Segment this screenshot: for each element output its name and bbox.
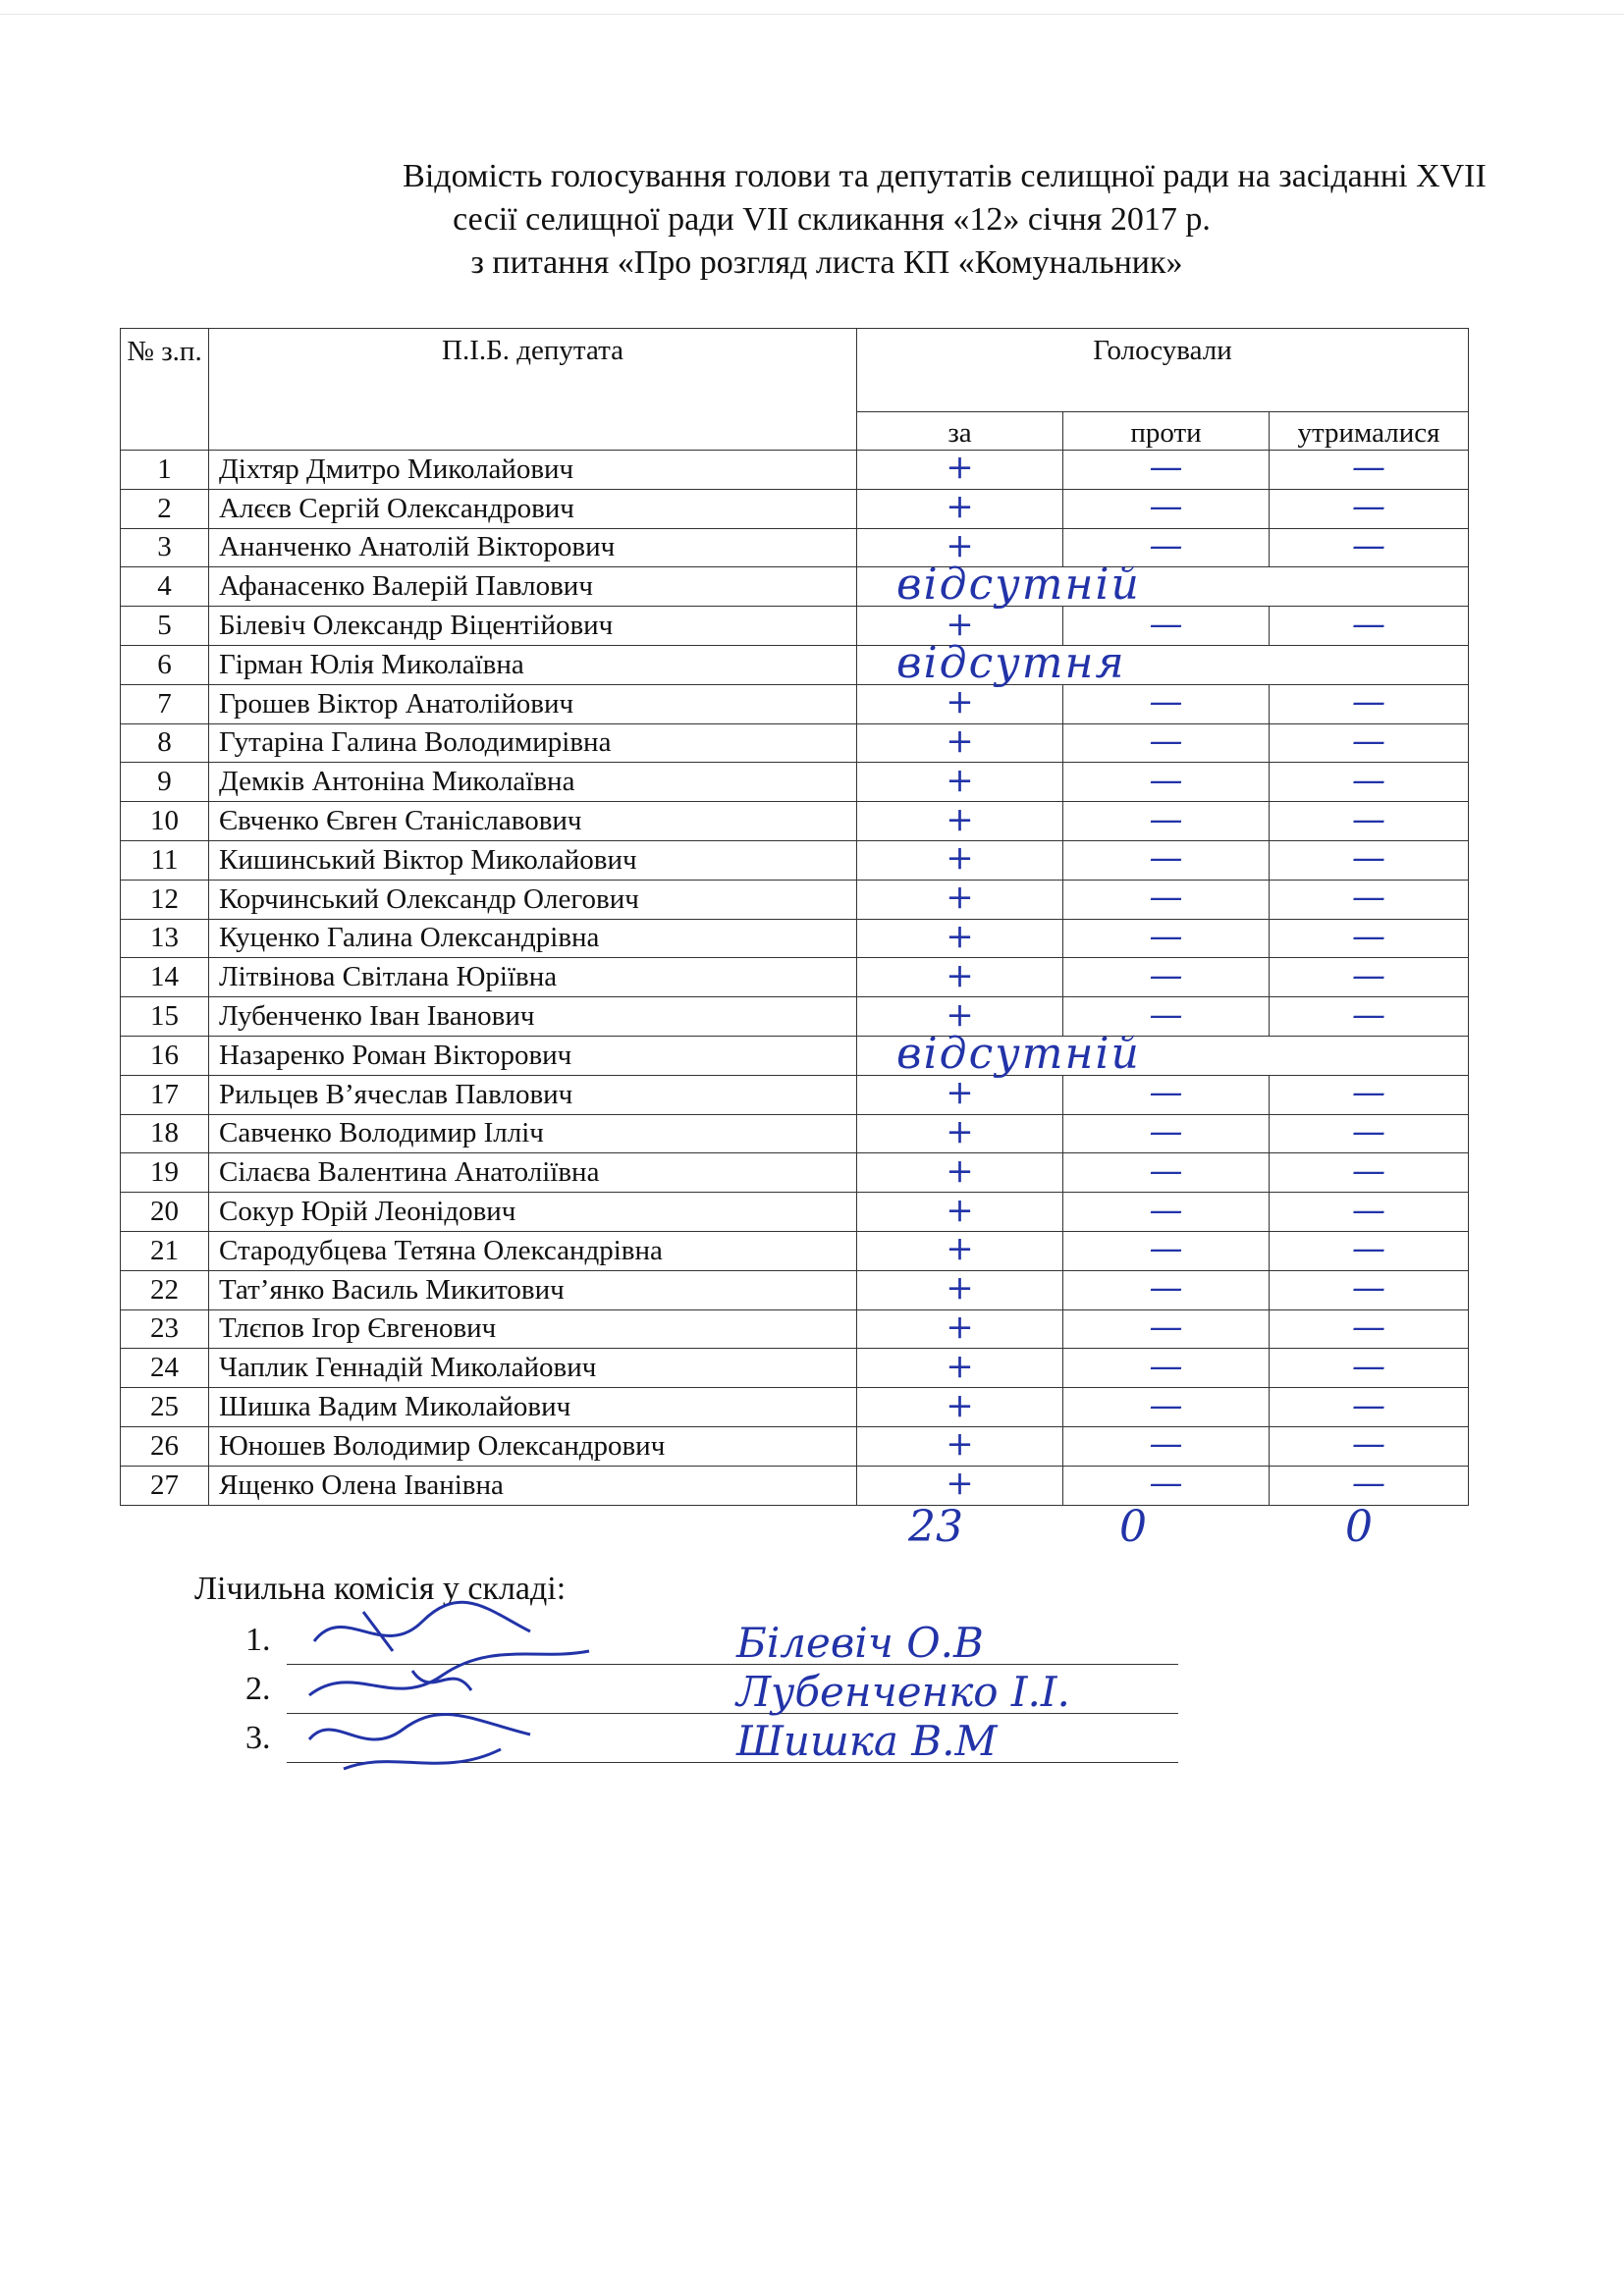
deputy-name: Шишка Вадим Миколайович <box>209 1388 857 1427</box>
row-number: 11 <box>121 840 209 880</box>
vote-for-cell <box>857 840 1063 880</box>
vote-abstained-cell <box>1270 1190 1469 1232</box>
vote-against-mark: — <box>1149 1073 1183 1113</box>
deputy-name: Сілаєва Валентина Анатоліївна <box>209 1153 857 1193</box>
vote-totals <box>0 1502 1624 1561</box>
table-row <box>121 489 1469 528</box>
deputy-name: Тлєпов Ігор Євгенович <box>209 1309 857 1349</box>
vote-abstained-cell <box>1270 448 1469 490</box>
vote-against-mark: — <box>1149 916 1183 956</box>
vote-for-cell <box>857 760 1063 802</box>
vote-for-cell <box>857 1346 1063 1388</box>
vote-against-mark: — <box>1149 1229 1183 1269</box>
vote-abstained-mark: — <box>1352 525 1385 565</box>
vote-abstained-cell <box>1270 916 1469 958</box>
row-number: 12 <box>121 880 209 919</box>
vote-for-mark: + <box>946 1073 974 1113</box>
vote-for-cell <box>857 1309 1063 1349</box>
absent-mark: відсутній <box>896 1028 1141 1079</box>
table-row <box>121 1349 1469 1388</box>
row-number: 20 <box>121 1193 209 1232</box>
member-name: Білевіч О.В <box>736 1619 984 1667</box>
member-number: 3. <box>245 1720 271 1756</box>
vote-against-mark: — <box>1149 487 1183 527</box>
vote-abstained-cell <box>1270 1385 1469 1427</box>
vote-abstained-mark: — <box>1352 916 1385 956</box>
vote-for-mark: + <box>946 487 974 527</box>
vote-against-mark: — <box>1149 1268 1183 1308</box>
vote-against-mark: — <box>1149 799 1183 839</box>
header-number: № з.п. <box>121 329 209 451</box>
vote-for-cell <box>857 489 1063 528</box>
absent-mark: відсутня <box>896 637 1126 688</box>
vote-against-cell <box>1063 1150 1270 1193</box>
vote-against-cell <box>1063 1231 1270 1270</box>
vote-abstained-cell <box>1270 1231 1469 1270</box>
vote-abstained-cell <box>1270 880 1469 919</box>
table-row <box>121 723 1469 763</box>
table-row <box>121 958 1469 997</box>
vote-for-cell <box>857 955 1063 997</box>
vote-for-mark: + <box>946 994 974 1035</box>
vote-for-mark: + <box>946 1150 974 1191</box>
vote-for-cell <box>857 1385 1063 1427</box>
row-number: 2 <box>121 489 209 528</box>
vote-for-cell <box>857 1466 1063 1505</box>
vote-abstained-mark: — <box>1352 487 1385 527</box>
vote-for-mark: + <box>946 1385 974 1425</box>
vote-against-mark: — <box>1149 721 1183 761</box>
vote-for-cell <box>857 684 1063 723</box>
vote-abstained-mark: — <box>1352 994 1385 1035</box>
header-for: за <box>857 412 1063 451</box>
row-number: 15 <box>121 997 209 1037</box>
vote-abstained-mark: — <box>1352 955 1385 995</box>
vote-abstained-mark: — <box>1352 1268 1385 1308</box>
table-row <box>121 1114 1469 1153</box>
vote-abstained-mark: — <box>1352 682 1385 722</box>
vote-abstained-mark: — <box>1352 1073 1385 1113</box>
member-name: Лубенченко І.І. <box>736 1668 1070 1716</box>
vote-for-mark: + <box>946 955 974 995</box>
table-row <box>121 607 1469 646</box>
vote-against-cell <box>1063 760 1270 802</box>
table-row <box>121 1270 1469 1309</box>
vote-abstained-cell <box>1270 1075 1469 1114</box>
vote-against-cell <box>1063 1466 1270 1505</box>
vote-abstained-mark: — <box>1352 721 1385 761</box>
deputy-name: Євченко Євген Станіславович <box>209 802 857 841</box>
vote-for-cell <box>857 723 1063 763</box>
vote-for-mark: + <box>946 878 974 918</box>
vote-for-mark: + <box>946 760 974 800</box>
header-voted: Голосували <box>857 329 1469 412</box>
table-row <box>121 880 1469 919</box>
vote-for-mark: + <box>946 1307 974 1347</box>
row-number: 7 <box>121 684 209 723</box>
row-number: 9 <box>121 763 209 802</box>
vote-abstained-mark: — <box>1352 878 1385 918</box>
row-number: 22 <box>121 1270 209 1309</box>
deputy-name: Ященко Олена Іванівна <box>209 1466 857 1505</box>
vote-against-cell <box>1063 880 1270 919</box>
table-row <box>121 528 1469 567</box>
absent-cell <box>857 1028 1469 1079</box>
member-name: Шишка В.М <box>736 1717 998 1765</box>
row-number: 5 <box>121 607 209 646</box>
table-row <box>121 1193 1469 1232</box>
vote-abstained-mark: — <box>1352 1346 1385 1386</box>
deputy-name: Літвінова Світлана Юріївна <box>209 958 857 997</box>
table-row <box>121 997 1469 1037</box>
total-against: 0 <box>1119 1502 1147 1552</box>
vote-for-mark: + <box>946 1229 974 1269</box>
vote-for-cell <box>857 1231 1063 1270</box>
vote-for-mark: + <box>946 1190 974 1230</box>
vote-abstained-mark: — <box>1352 1385 1385 1425</box>
deputy-name: Назаренко Роман Вікторович <box>209 1036 857 1075</box>
row-number: 21 <box>121 1231 209 1270</box>
vote-abstained-mark: — <box>1352 1190 1385 1230</box>
vote-against-cell <box>1063 448 1270 490</box>
row-number: 14 <box>121 958 209 997</box>
deputy-name: Алєєв Сергій Олександрович <box>209 489 857 528</box>
vote-against-mark: — <box>1149 1190 1183 1230</box>
deputy-name: Ананченко Анатолій Вікторович <box>209 528 857 567</box>
vote-against-mark: — <box>1149 1111 1183 1151</box>
vote-against-mark: — <box>1149 1464 1183 1504</box>
vote-against-mark: — <box>1149 682 1183 722</box>
handwritten-signature <box>304 1690 560 1789</box>
vote-abstained-cell <box>1270 840 1469 880</box>
vote-against-mark: — <box>1149 604 1183 644</box>
absent-mark: відсутній <box>896 560 1141 611</box>
deputy-name: Чаплик Геннадій Миколайович <box>209 1349 857 1388</box>
vote-against-mark: — <box>1149 994 1183 1035</box>
deputy-name: Юношев Володимир Олександрович <box>209 1426 857 1466</box>
deputy-name: Рильцев В’ячеслав Павлович <box>209 1075 857 1114</box>
vote-abstained-mark: — <box>1352 838 1385 879</box>
deputy-name: Діхтяр Дмитро Миколайович <box>209 451 857 490</box>
vote-abstained-cell <box>1270 604 1469 646</box>
vote-against-cell <box>1063 1426 1270 1466</box>
vote-for-mark: + <box>946 721 974 761</box>
vote-against-mark: — <box>1149 525 1183 565</box>
vote-for-mark: + <box>946 799 974 839</box>
vote-for-mark: + <box>946 1424 974 1465</box>
deputy-name: Грошев Віктор Анатолійович <box>209 684 857 723</box>
vote-against-mark: — <box>1149 955 1183 995</box>
vote-abstained-mark: — <box>1352 448 1385 488</box>
vote-abstained-cell <box>1270 1346 1469 1388</box>
vote-against-mark: — <box>1149 1307 1183 1347</box>
vote-against-cell <box>1063 1111 1270 1153</box>
vote-against-cell <box>1063 1075 1270 1114</box>
vote-against-cell <box>1063 916 1270 958</box>
deputy-name: Кишинський Віктор Миколайович <box>209 840 857 880</box>
deputy-name: Тат’янко Василь Микитович <box>209 1270 857 1309</box>
deputy-name: Стародубцева Тетяна Олександрівна <box>209 1231 857 1270</box>
voting-table <box>120 328 1469 1506</box>
vote-abstained-cell <box>1270 1309 1469 1349</box>
row-number: 13 <box>121 919 209 958</box>
vote-abstained-cell <box>1270 799 1469 841</box>
vote-abstained-cell <box>1270 525 1469 567</box>
table-row <box>121 1388 1469 1427</box>
row-number: 17 <box>121 1075 209 1114</box>
vote-abstained-cell <box>1270 723 1469 763</box>
vote-for-mark: + <box>946 1346 974 1386</box>
vote-abstained-mark: — <box>1352 799 1385 839</box>
vote-against-cell <box>1063 799 1270 841</box>
table-row <box>121 1036 1469 1075</box>
vote-for-mark: + <box>946 916 974 956</box>
row-number: 6 <box>121 645 209 684</box>
row-number: 1 <box>121 451 209 490</box>
vote-abstained-mark: — <box>1352 1307 1385 1347</box>
vote-abstained-cell <box>1270 1150 1469 1193</box>
vote-abstained-mark: — <box>1352 604 1385 644</box>
vote-against-cell <box>1063 1346 1270 1388</box>
table-row <box>121 1153 1469 1193</box>
vote-against-cell <box>1063 723 1270 763</box>
deputy-name: Демків Антоніна Миколаївна <box>209 763 857 802</box>
vote-for-cell <box>857 1075 1063 1114</box>
vote-abstained-cell <box>1270 1466 1469 1505</box>
member-number: 1. <box>245 1622 271 1658</box>
vote-against-cell <box>1063 1270 1270 1309</box>
row-number: 23 <box>121 1309 209 1349</box>
deputy-name: Куценко Галина Олександрівна <box>209 919 857 958</box>
table-row <box>121 645 1469 684</box>
table-row <box>121 451 1469 490</box>
table-row <box>121 1426 1469 1466</box>
vote-against-cell <box>1063 489 1270 528</box>
title-line-1: Відомість голосування голови та депутатів селищної ради на засіданні XVII <box>403 158 1487 194</box>
vote-abstained-cell <box>1270 760 1469 802</box>
header-deputy-name: П.І.Б. депутата <box>209 329 857 451</box>
row-number: 26 <box>121 1426 209 1466</box>
vote-abstained-mark: — <box>1352 760 1385 800</box>
vote-for-mark: + <box>946 448 974 488</box>
vote-against-mark: — <box>1149 1385 1183 1425</box>
deputy-name: Афанасенко Валерій Павлович <box>209 567 857 607</box>
vote-abstained-mark: — <box>1352 1111 1385 1151</box>
vote-for-cell <box>857 916 1063 958</box>
vote-for-cell <box>857 1270 1063 1309</box>
vote-abstained-mark: — <box>1352 1464 1385 1504</box>
absent-cell <box>857 637 1469 688</box>
table-row <box>121 802 1469 841</box>
document-title <box>0 155 1624 285</box>
row-number: 3 <box>121 528 209 567</box>
vote-against-mark: — <box>1149 878 1183 918</box>
table-row <box>121 840 1469 880</box>
vote-against-cell <box>1063 684 1270 723</box>
vote-for-cell <box>857 1190 1063 1232</box>
absent-cell <box>857 560 1469 611</box>
vote-abstained-cell <box>1270 489 1469 528</box>
row-number: 10 <box>121 802 209 841</box>
total-for: 23 <box>908 1502 963 1552</box>
row-number: 25 <box>121 1388 209 1427</box>
vote-abstained-cell <box>1270 994 1469 1037</box>
row-number: 19 <box>121 1153 209 1193</box>
vote-for-cell <box>857 448 1063 490</box>
row-number: 24 <box>121 1349 209 1388</box>
row-number: 4 <box>121 567 209 607</box>
vote-for-cell <box>857 1111 1063 1153</box>
title-line-3: з питання «Про розгляд листа КП «Комунальник» <box>470 244 1183 281</box>
vote-against-cell <box>1063 1190 1270 1232</box>
vote-against-mark: — <box>1149 1424 1183 1465</box>
table-row <box>121 1466 1469 1505</box>
deputy-name: Савченко Володимир Ілліч <box>209 1114 857 1153</box>
table-body <box>121 448 1469 1506</box>
vote-against-cell <box>1063 840 1270 880</box>
table-row <box>121 763 1469 802</box>
vote-against-mark: — <box>1149 448 1183 488</box>
vote-abstained-mark: — <box>1352 1229 1385 1269</box>
vote-against-cell <box>1063 1309 1270 1349</box>
vote-against-mark: — <box>1149 838 1183 879</box>
vote-against-mark: — <box>1149 1150 1183 1191</box>
header-abstained: утрималися <box>1270 412 1469 451</box>
total-abstained: 0 <box>1345 1502 1373 1552</box>
vote-for-mark: + <box>946 525 974 565</box>
vote-against-cell <box>1063 955 1270 997</box>
deputy-name: Корчинський Олександр Олегович <box>209 880 857 919</box>
row-number: 16 <box>121 1036 209 1075</box>
table-row <box>121 919 1469 958</box>
vote-for-mark: + <box>946 1111 974 1151</box>
deputy-name: Гірман Юлія Миколаївна <box>209 645 857 684</box>
vote-for-cell <box>857 1426 1063 1466</box>
vote-for-mark: + <box>946 682 974 722</box>
vote-for-cell <box>857 1150 1063 1193</box>
title-line-2: сесії селищної ради VII скликання «12» січня 2017 р. <box>453 201 1211 238</box>
vote-abstained-cell <box>1270 1270 1469 1309</box>
table-row <box>121 684 1469 723</box>
vote-abstained-cell <box>1270 684 1469 723</box>
vote-abstained-mark: — <box>1352 1150 1385 1191</box>
vote-against-cell <box>1063 1385 1270 1427</box>
member-number: 2. <box>245 1671 271 1707</box>
row-number: 27 <box>121 1466 209 1505</box>
vote-for-mark: + <box>946 838 974 879</box>
commission-label: Лічильна комісія у складі: <box>194 1571 567 1607</box>
vote-abstained-cell <box>1270 1111 1469 1153</box>
deputy-name: Лубенченко Іван Іванович <box>209 997 857 1037</box>
commission-member-3 <box>245 1717 1178 1769</box>
deputy-name: Гутаріна Галина Володимирівна <box>209 723 857 763</box>
table-row <box>121 567 1469 607</box>
vote-for-cell <box>857 880 1063 919</box>
vote-abstained-mark: — <box>1352 1424 1385 1465</box>
vote-for-mark: + <box>946 1268 974 1308</box>
vote-for-mark: + <box>946 604 974 644</box>
vote-for-mark: + <box>946 1464 974 1504</box>
table-row <box>121 1309 1469 1349</box>
vote-against-mark: — <box>1149 760 1183 800</box>
vote-for-cell <box>857 799 1063 841</box>
row-number: 18 <box>121 1114 209 1153</box>
deputy-name: Білевіч Олександр Віцентійович <box>209 607 857 646</box>
vote-abstained-cell <box>1270 1426 1469 1466</box>
table-row <box>121 1231 1469 1270</box>
vote-abstained-cell <box>1270 955 1469 997</box>
page-top-edge <box>0 14 1624 15</box>
deputy-name: Сокур Юрій Леонідович <box>209 1193 857 1232</box>
table-row <box>121 1075 1469 1114</box>
row-number: 8 <box>121 723 209 763</box>
header-against: проти <box>1063 412 1270 451</box>
vote-against-mark: — <box>1149 1346 1183 1386</box>
